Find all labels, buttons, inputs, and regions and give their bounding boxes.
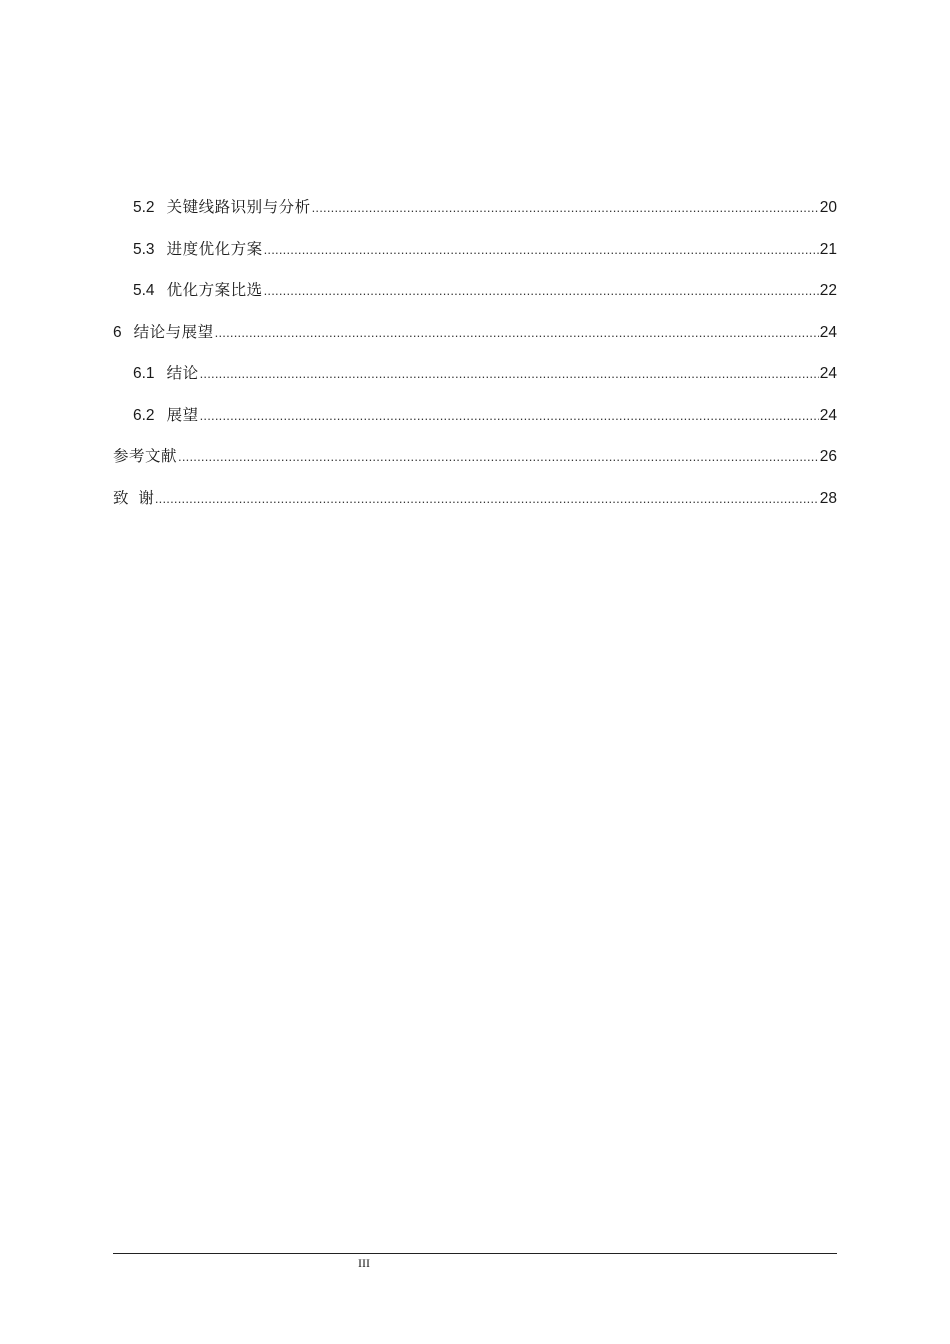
toc-entry-number: 6 [113, 323, 122, 341]
toc-entry-acknowledgements[interactable] [113, 478, 837, 520]
toc-entry-title: 展望 [166, 405, 199, 424]
toc-entry-number: 5.2 [133, 199, 155, 216]
toc-entry-6-2[interactable] [113, 395, 837, 437]
toc-entry-page: 21 [819, 240, 837, 258]
toc-entry-6-1[interactable] [113, 353, 837, 395]
toc-dot-leader [178, 436, 819, 478]
toc-entry-references[interactable] [113, 436, 837, 478]
toc-entry-6[interactable] [113, 312, 837, 354]
toc-entry-number: 5.4 [133, 282, 155, 299]
toc-dot-leader [200, 395, 819, 437]
toc-dot-leader [215, 312, 819, 354]
toc-entry-number: 6.1 [133, 365, 155, 382]
toc-entry-title: 参考文献 [113, 447, 178, 465]
toc-dot-leader [200, 353, 819, 395]
toc-dot-leader [155, 478, 819, 520]
toc-entry-page: 24 [819, 406, 837, 424]
toc-entry-title: 致 谢 [113, 488, 154, 507]
toc-entry-5-4[interactable] [113, 270, 837, 312]
toc-entry-page: 20 [819, 199, 837, 216]
toc-dot-leader [264, 270, 819, 312]
toc-dot-leader [312, 187, 819, 229]
toc-entry-page: 24 [819, 365, 837, 382]
toc-entry-number: 5.3 [133, 240, 155, 258]
toc-entry-title: 关键线路识别与分析 [166, 198, 311, 216]
toc-entry-page: 26 [819, 448, 837, 465]
toc-entry-page: 28 [819, 489, 837, 507]
toc-entry-5-2[interactable] [113, 187, 837, 229]
toc-entry-page: 24 [819, 323, 837, 341]
toc-entry-page: 22 [819, 282, 837, 299]
toc-entry-title: 进度优化方案 [166, 239, 263, 258]
toc-entry-title: 优化方案比选 [166, 281, 263, 299]
toc-entry-title: 结论与展望 [133, 322, 214, 341]
toc-entry-5-3[interactable] [113, 229, 837, 271]
footer-divider [113, 1253, 837, 1254]
footer-page-number: III [358, 1256, 370, 1270]
toc-entry-number: 6.2 [133, 406, 155, 424]
toc-dot-leader [264, 229, 819, 271]
table-of-contents [113, 187, 837, 519]
toc-entry-title: 结论 [166, 364, 199, 382]
